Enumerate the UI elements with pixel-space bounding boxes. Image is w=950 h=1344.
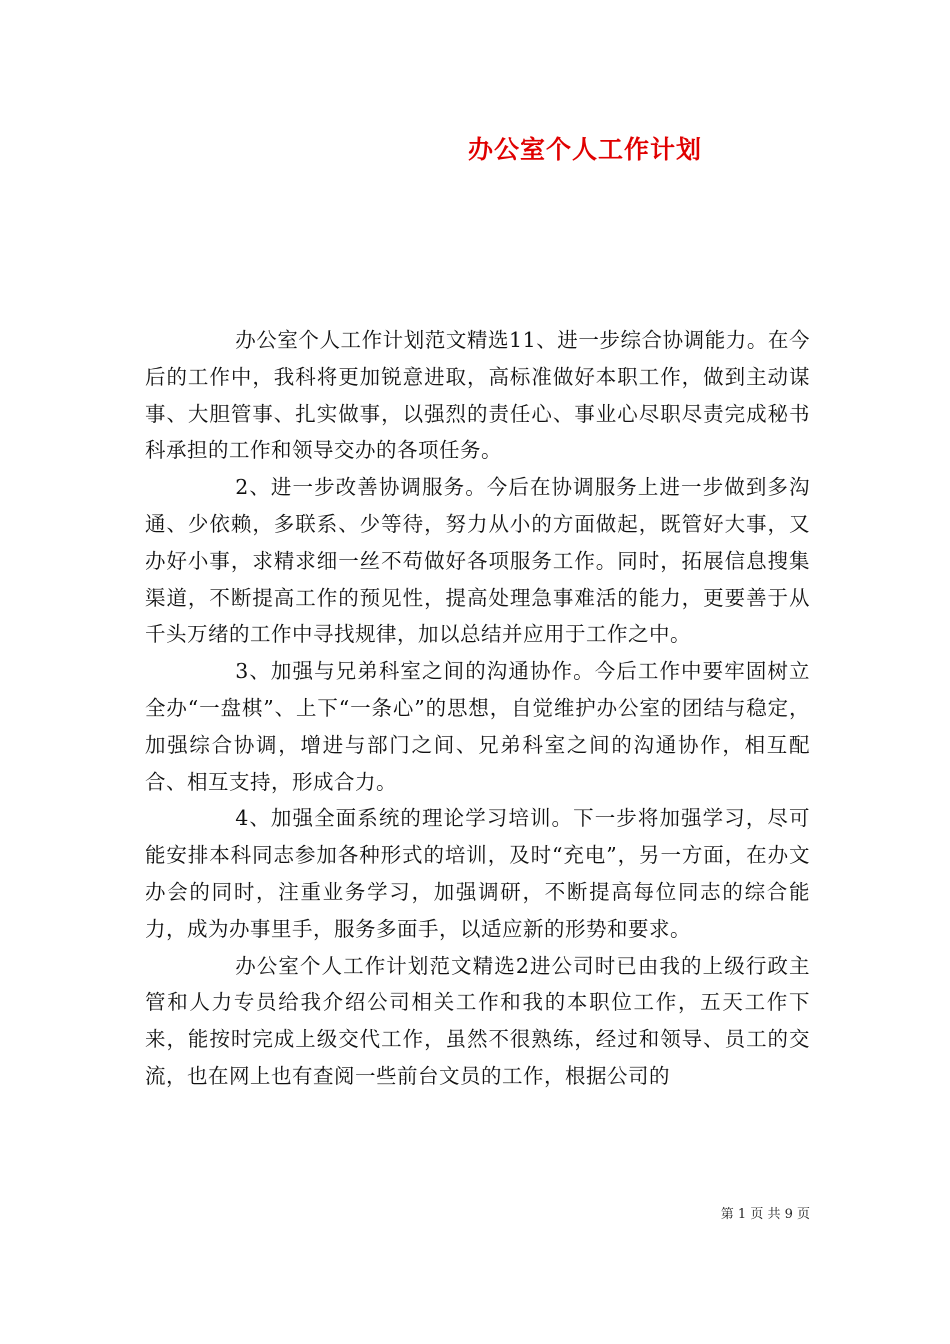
document-title: 办公室个人工作计划 [467, 135, 702, 164]
document-body [145, 322, 810, 1095]
paragraph-3: 3、加强与兄弟科室之间的沟通协作。今后工作中要牢固树立全办“一盘棋”、上下“一条心”的思想，自觉维护办公室的团结与稳定，加强综合协调，增进与部门之间、兄弟科室之间的沟通协作，相互配合、相互支持，形成合力。 [145, 659, 810, 794]
page-number-footer: 第 1 页 共 9 页 [720, 1207, 810, 1222]
paragraph-1: 办公室个人工作计划范文精选11、进一步综合协调能力。在今后的工作中，我科将更加锐意进取，高标准做好本职工作，做到主动谋事、大胆管事、扎实做事，以强烈的责任心、事业心尽职尽责完成秘书科承担的工作和领导交办的各项任务。 [145, 328, 810, 463]
paragraph-5: 办公室个人工作计划范文精选2进公司时已由我的上级行政主管和人力专员给我介绍公司相关工作和我的本职位工作，五天工作下来，能按时完成上级交代工作，虽然不很熟练，经过和领导、员工的交流，也在网上也有查阅一些前台文员的工作，根据公司的 [145, 953, 810, 1088]
paragraph-4: 4、加强全面系统的理论学习培训。下一步将加强学习，尽可能安排本科同志参加各种形式的培训，及时“充电”，另一方面，在办文办会的同时，注重业务学习，加强调研，不断提高每位同志的综合能力，成为办事里手，服务多面手，以适应新的形势和要求。 [145, 806, 810, 941]
paragraph-2: 2、进一步改善协调服务。今后在协调服务上进一步做到多沟通、少依赖，多联系、少等待，努力从小的方面做起，既管好大事，又办好小事，求精求细一丝不苟做好各项服务工作。同时，拓展信息搜集渠道，不断提高工作的预见性，提高处理急事难活的能力，更要善于从千头万绪的工作中寻找规律，加以总结并应用于工作之中。 [145, 475, 810, 647]
